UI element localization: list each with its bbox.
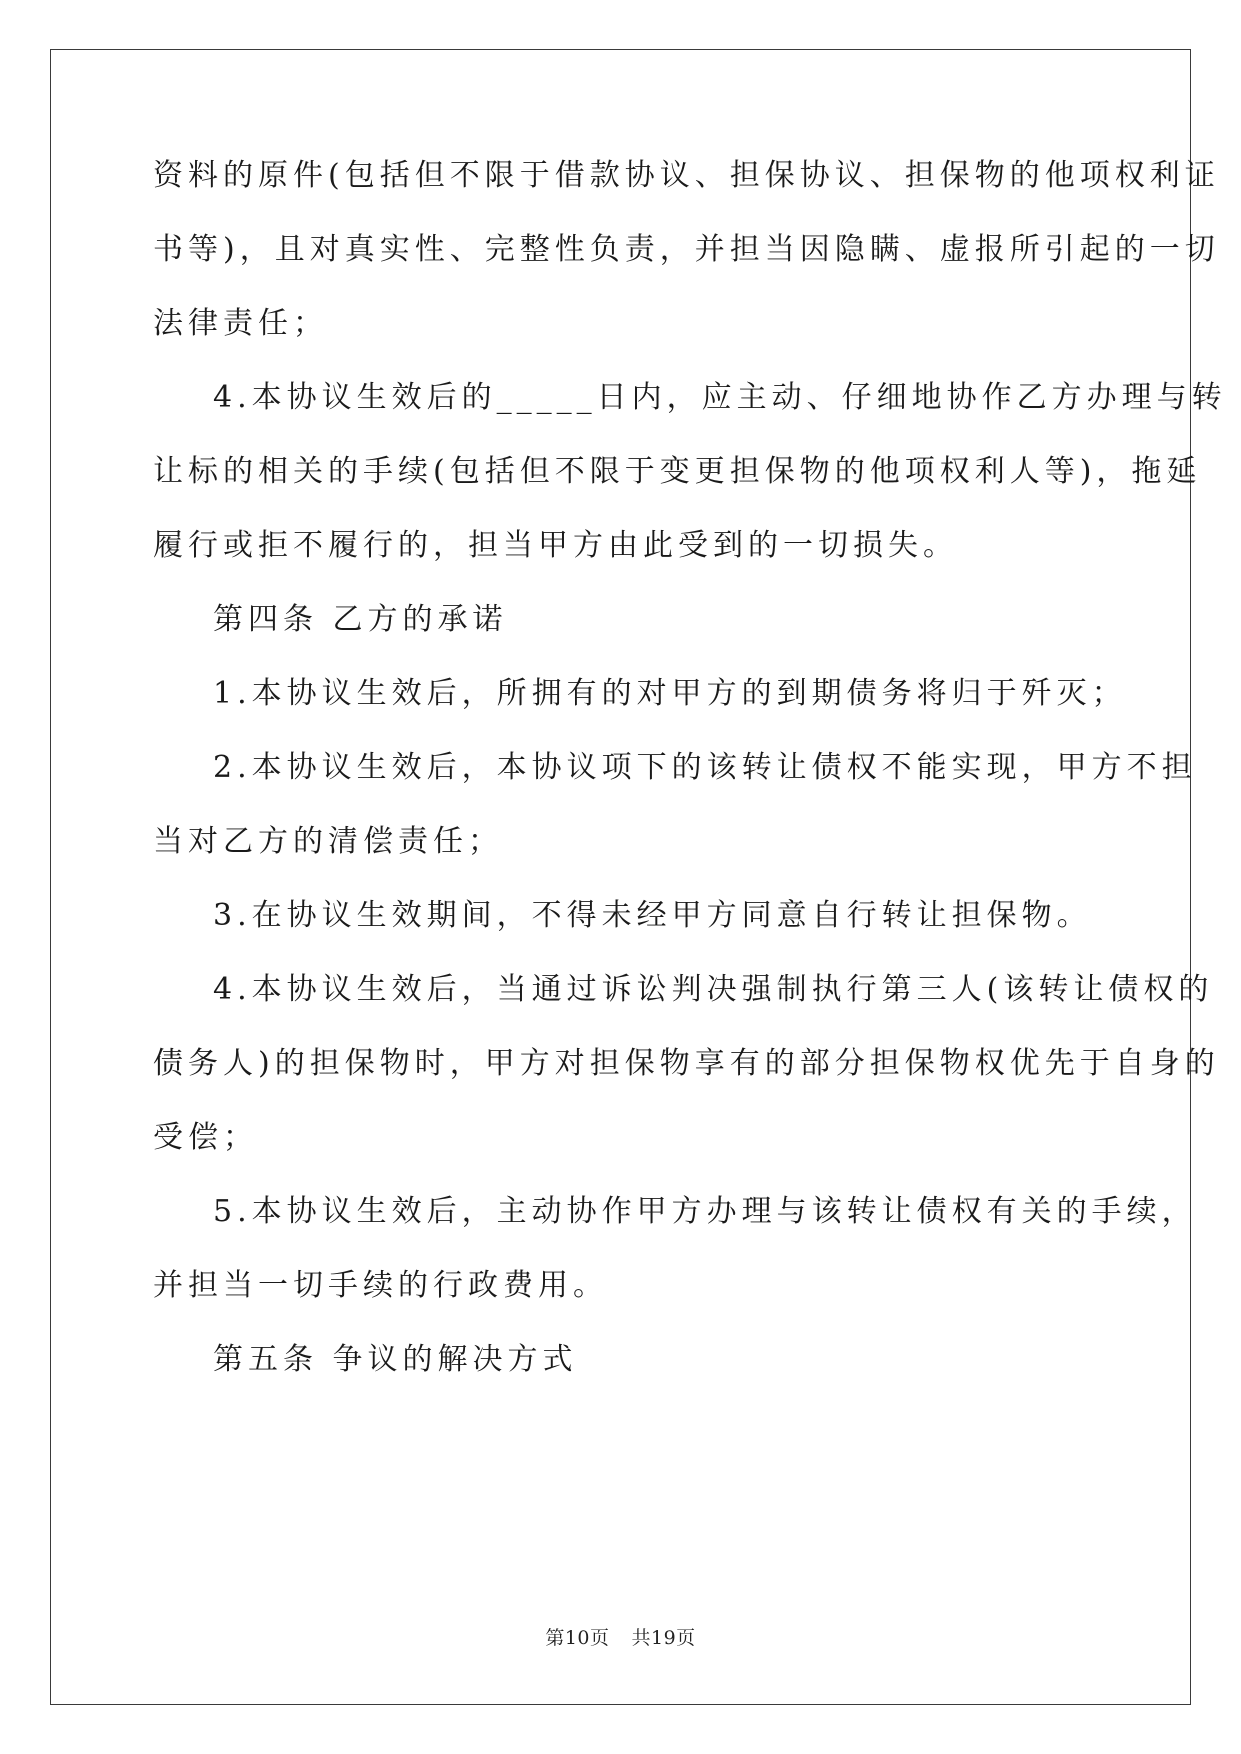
- text-line: 履行或拒不履行的，担当甲方由此受到的一切损失。: [153, 528, 958, 563]
- section-heading: 第五条 争议的解决方式: [213, 1342, 578, 1377]
- text-line: 2.本协议生效后，本协议项下的该转让债权不能实现，甲方不担: [213, 750, 1197, 785]
- text-line: 并担当一切手续的行政费用。: [153, 1268, 608, 1303]
- section-heading: 第四条 乙方的承诺: [213, 602, 508, 637]
- text-line: 受偿；: [153, 1120, 258, 1155]
- page-number: 第10页: [545, 1627, 610, 1649]
- page-footer: [0, 1623, 1241, 1650]
- text-line: 让标的相关的手续(包括但不限于变更担保物的他项权利人等)，拖延: [153, 454, 1202, 489]
- page-border: [50, 49, 1191, 1705]
- text-line: 3.在协议生效期间，不得未经甲方同意自行转让担保物。: [213, 898, 1092, 933]
- text-line: 当对乙方的清偿责任；: [153, 824, 503, 859]
- text-line: 1.本协议生效后，所拥有的对甲方的到期债务将归于歼灭；: [213, 676, 1127, 711]
- text-line: 4.本协议生效后，当通过诉讼判决强制执行第三人(该转让债权的: [213, 972, 1214, 1007]
- page-total: 共19页: [631, 1627, 696, 1649]
- text-line: 4.本协议生效后的_____日内，应主动、仔细地协作乙方办理与转: [213, 380, 1227, 415]
- text-line: 债务人)的担保物时，甲方对担保物享有的部分担保物权优先于自身的: [153, 1046, 1220, 1081]
- text-line: 法律责任；: [153, 306, 328, 341]
- text-line: 书等)，且对真实性、完整性负责，并担当因隐瞒、虚报所引起的一切: [153, 232, 1220, 267]
- text-line: 资料的原件(包括但不限于借款协议、担保协议、担保物的他项权利证: [153, 158, 1220, 193]
- text-line: 5.本协议生效后，主动协作甲方办理与该转让债权有关的手续，: [213, 1194, 1197, 1229]
